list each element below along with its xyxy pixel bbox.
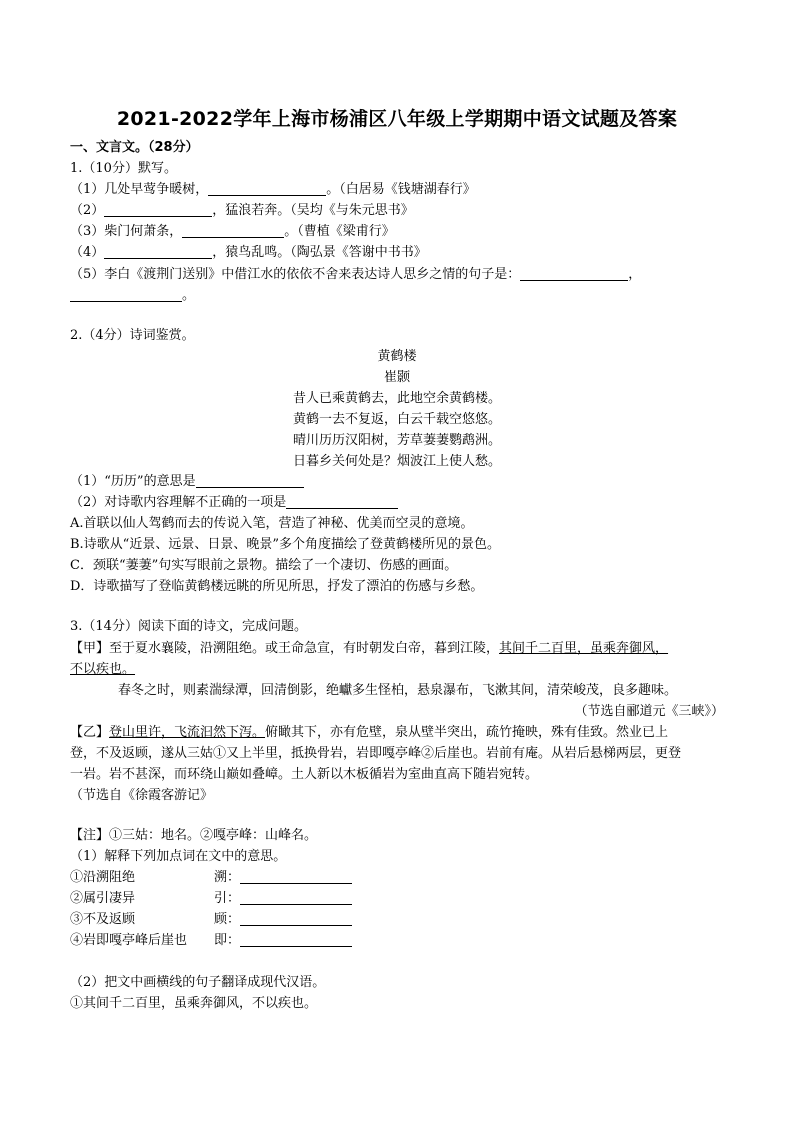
vocab-phrase: ①沿溯阻绝 [70, 870, 136, 885]
q1-line-4-suffix: ，猿鸟乱鸣。（陶弘景《答谢中书书》 [212, 245, 427, 260]
vocab-phrase: ④岩即嘎亭峰后崖也 [70, 933, 188, 948]
section-heading-classical-chinese: 一、文言文。（28分） [70, 140, 199, 155]
q3-sub-1: （1）解释下列加点词在文中的意思。 [70, 849, 287, 864]
answer-blank[interactable] [286, 494, 398, 509]
passage-yi-label: 【乙】 [70, 725, 110, 740]
passage-jia-text: 至于夏水襄陵，沿溯阻绝。或王命急宣，有时朝发白帝，暮到江陵， [109, 641, 500, 656]
q1-line-5-prefix: （5）李白《渡荆门送别》中借江水的依依不舍来表达诗人思乡之情的句子是： [70, 267, 521, 282]
vocab-word: 溯： [214, 870, 241, 885]
answer-blank[interactable] [240, 911, 352, 926]
vocab-word: 引： [214, 891, 241, 906]
passage-jia-line-2 [70, 660, 135, 680]
q1-line-2-suffix: ，猛浪若奔。（吴均《与朱元思书》 [212, 203, 414, 218]
q2-option-c: C．颈联“萋萋”句实写眼前之景物。描绘了一个凄切、伤感的画面。 [70, 558, 458, 573]
q2-sub-2-text: （2）对诗歌内容理解不正确的一项是 [70, 495, 287, 510]
q2-sub-1-text: （1）“历历”的意思是 [70, 474, 196, 489]
passage-note: 【注】①三姑：地名。②嘎亭峰：山峰名。 [70, 828, 318, 843]
vocab-word: 即： [214, 933, 241, 948]
passage-yi-text: 俯瞰其下，亦有危壁，泉从壁半突出，疏竹掩映，殊有佳致。然业已上 [265, 725, 669, 740]
vocab-item [70, 889, 352, 909]
vocab-word: 顾： [214, 912, 241, 927]
q1-line-5 [70, 265, 641, 285]
vocab-item [70, 910, 352, 930]
q3-heading: 3.（14分）阅读下面的诗文，完成问题。 [70, 619, 307, 634]
q1-line-5-suffix: ， [628, 267, 642, 282]
page-title: 2021-2022学年上海市杨浦区八年级上学期期中语文试题及答案 [116, 108, 678, 130]
passage-yi-line-3: 一岩。岩不甚深，而环绕山巅如叠嶂。土人新以木板循岩为室曲直高下随岩宛转。 [70, 767, 539, 782]
passage-jia-source: （节选自郦道元《三峡》） [574, 704, 724, 719]
vocab-phrase: ③不及返顾 [70, 912, 136, 927]
q2-option-d: D．诗歌描写了登临黄鹤楼远眺的所见所思，抒发了漂泊的伤感与乡愁。 [70, 579, 484, 594]
q3-sub-2: （2）把文中画横线的句子翻译成现代汉语。 [70, 975, 326, 990]
answer-blank[interactable] [240, 890, 352, 905]
q2-option-b: B.诗歌从“近景、远景、日景、晚景”多个角度描绘了登黄鹤楼所见的景色。 [70, 537, 500, 552]
translation-item: ①其间千二百里，虽乘奔御风，不以疾也。 [70, 996, 318, 1011]
q2-heading: 2.（4分）诗词鉴赏。 [70, 328, 195, 343]
answer-blank[interactable] [208, 181, 326, 196]
q1-line-1 [70, 180, 476, 200]
underlined-sentence: 不以疾也。 [70, 662, 136, 677]
answer-blank[interactable] [196, 473, 304, 488]
answer-blank[interactable] [240, 932, 352, 947]
q1-line-3-suffix: 。（曹植《梁甫行》 [284, 224, 395, 239]
vocab-phrase: ②属引凄异 [70, 891, 136, 906]
answer-blank[interactable] [240, 869, 352, 884]
poem-line: 晴川历历汉阳树，芳草萋萋鹦鹉洲。 [292, 433, 501, 448]
answer-blank[interactable] [104, 202, 212, 217]
answer-blank[interactable] [70, 287, 182, 302]
q2-sub-1 [70, 472, 304, 492]
q1-line-3 [70, 222, 395, 242]
q1-line-1-prefix: （1）几处早莺争暖树， [70, 182, 209, 197]
answer-blank[interactable] [520, 266, 628, 281]
vocab-item [70, 931, 352, 951]
passage-jia-line-3: 春冬之时，则素湍绿潭，回清倒影，绝巘多生怪柏，悬泉瀑布，飞漱其间，清荣峻茂，良多趣味。 [118, 683, 678, 698]
underlined-sentence: 其间千二百里，虽乘奔御风， [499, 641, 669, 656]
q1-line-6 [70, 286, 195, 306]
q1-line-3-prefix: （3）柴门何萧条， [70, 224, 183, 239]
q1-line-6-suffix: 。 [182, 288, 196, 303]
q2-sub-2 [70, 493, 398, 513]
q1-line-4-prefix: （4） [70, 245, 105, 260]
q1-line-2 [70, 201, 414, 221]
poem-line: 黄鹤一去不复返，白云千载空悠悠。 [292, 412, 501, 427]
passage-yi-line-2: 登，不及返顾，遂从三姑①又上半里，抵换骨岩，岩即嘎亭峰②后崖也。岩前有庵。从岩后悬梯两层，更登 [70, 746, 682, 761]
vocab-item [70, 868, 352, 888]
passage-jia-label: 【甲】 [70, 641, 110, 656]
answer-blank[interactable] [104, 244, 212, 259]
poem-line: 昔人已乘黄鹤去，此地空余黄鹤楼。 [292, 391, 501, 406]
poem-line: 日暮乡关何处是？烟波江上使人愁。 [292, 454, 501, 469]
passage-yi-line-1 [70, 723, 668, 743]
q1-line-1-suffix: 。（白居易《钱塘湖春行》 [326, 182, 476, 197]
q2-option-a: A.首联以仙人驾鹤而去的传说入笔，营造了神秘、优美而空灵的意境。 [70, 516, 474, 531]
poem-author: 崔颢 [383, 370, 410, 385]
poem-title: 黄鹤楼 [377, 349, 417, 364]
q1-line-2-prefix: （2） [70, 203, 105, 218]
passage-jia-line-1 [70, 639, 668, 659]
underlined-sentence: 登山里许，飞流汩然下泻。 [109, 725, 266, 740]
q1-heading: 1.（10分）默写。 [70, 161, 177, 176]
answer-blank[interactable] [182, 223, 284, 238]
q1-line-4 [70, 243, 427, 263]
passage-yi-source: （节选自《徐霞客游记》 [70, 788, 214, 803]
